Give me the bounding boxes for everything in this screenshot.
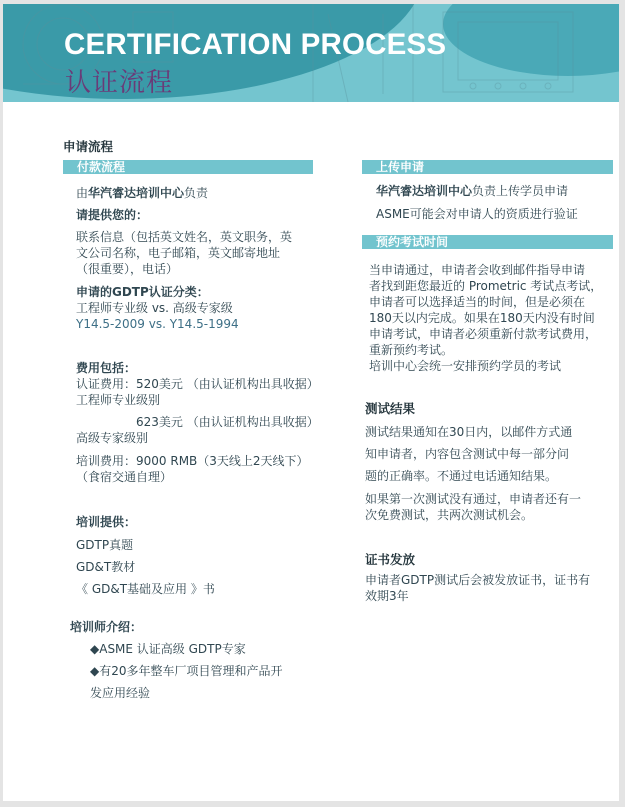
result-line-3: 题的正确率。不通过电话通知结果。 [365, 469, 558, 483]
upload-application-label: 上传申请 [376, 160, 425, 174]
schedule-exam-label: 预约考试时间 [376, 235, 449, 249]
category-line-2: Y14.5-2009 vs. Y14.5-1994 [76, 317, 239, 331]
schedule-line-6: 重新预约考试。 [369, 343, 454, 357]
result-line-2: 知申请者，内容包含测试中每一部分问 [365, 447, 570, 461]
schedule-line-4: 180天以内完成。如果在180天内没有时间 [369, 311, 595, 325]
cert-line-2: 效期3年 [365, 589, 409, 603]
banner-title: CERTIFICATION PROCESS [64, 28, 447, 61]
schedule-exam-bar [362, 235, 613, 249]
training-item-2: GD&T教材 [76, 560, 136, 574]
schedule-line-2: 者找到距您最近的 Prometric 考试点考试， [369, 279, 603, 293]
trainer-heading: 培训师介绍： [70, 620, 143, 634]
header-banner [3, 4, 619, 102]
fee-line-4: 高级专家级别 [76, 431, 149, 445]
provide-heading: 请提供您的： [76, 208, 149, 222]
certificate-issuance-heading: 证书发放 [365, 552, 416, 567]
payment-process-bar [63, 160, 313, 174]
asme-verification-note: ASME可能会对申请人的资质进行验证 [376, 207, 578, 221]
category-heading: 申请的GDTP认证分类： [76, 285, 209, 299]
retake-line-2: 次免费测试，共两次测试机会。 [365, 508, 534, 522]
training-center-name: 华汽睿达培训中心 [88, 186, 185, 200]
upload-application-bar [362, 160, 613, 174]
training-provided-heading: 培训提供： [76, 515, 137, 529]
fee-line-6: （食宿交通自理） [76, 470, 173, 484]
upload-suffix: 负责上传学员申请 [472, 184, 569, 198]
test-results-heading: 测试结果 [365, 401, 416, 416]
training-item-1: GDTP真题 [76, 538, 134, 552]
fee-line-2: 工程师专业级别 [76, 393, 161, 407]
schedule-line-3: 申请者可以选择适当的时间，但是必须在 [369, 295, 586, 309]
contact-info-line-3: （很重要），电话） [76, 262, 179, 276]
training-item-3: 《 GD&T基础及应用 》书 [76, 582, 215, 596]
fee-heading: 费用包括： [76, 361, 137, 375]
cert-line-1: 申请者GDTP测试后会被发放证书，证书有 [365, 573, 591, 587]
document-page [3, 4, 619, 801]
upload-org-name: 华汽睿达培训中心 [376, 184, 473, 198]
fee-line-5: 培训费用：9000 RMB（3天线上2天线下） [76, 454, 309, 468]
banner-subtitle: 认证流程 [65, 68, 174, 98]
trainer-line-2: ◆有20多年整车厂项目管理和产品开 [90, 664, 283, 678]
category-line-1: 工程师专业级 vs. 高级专家级 [76, 301, 233, 315]
payment-responsible-text [76, 185, 208, 201]
schedule-line-5: 申请考试，申请者必须重新付款考试费用， [369, 327, 598, 341]
retake-line-1: 如果第一次测试没有通过，申请者还有一 [365, 492, 582, 506]
trainer-line-3: 发应用经验 [90, 686, 151, 700]
by-suffix: 负责 [184, 186, 209, 200]
schedule-line-1: 当申请通过，申请者会收到邮件指导申请 [369, 263, 586, 277]
fee-line-3: 623美元 （由认证机构出具收据） [136, 415, 319, 429]
upload-responsible-text [376, 183, 568, 199]
contact-info-line-2: 文公司名称，电子邮箱，英文邮寄地址 [76, 246, 281, 260]
application-process-heading: 申请流程 [63, 139, 114, 154]
fee-line-1: 认证费用：520美元 （由认证机构出具收据） [76, 377, 319, 391]
by-prefix: 由 [76, 186, 89, 200]
payment-process-label: 付款流程 [77, 160, 126, 174]
trainer-line-1: ◆ASME 认证高级 GDTP专家 [90, 642, 246, 656]
contact-info-line-1: 联系信息（包括英文姓名，英文职务，英 [76, 230, 293, 244]
schedule-line-7: 培训中心会统一安排预约学员的考试 [369, 359, 562, 373]
result-line-1: 测试结果通知在30日内，以邮件方式通 [365, 425, 573, 439]
